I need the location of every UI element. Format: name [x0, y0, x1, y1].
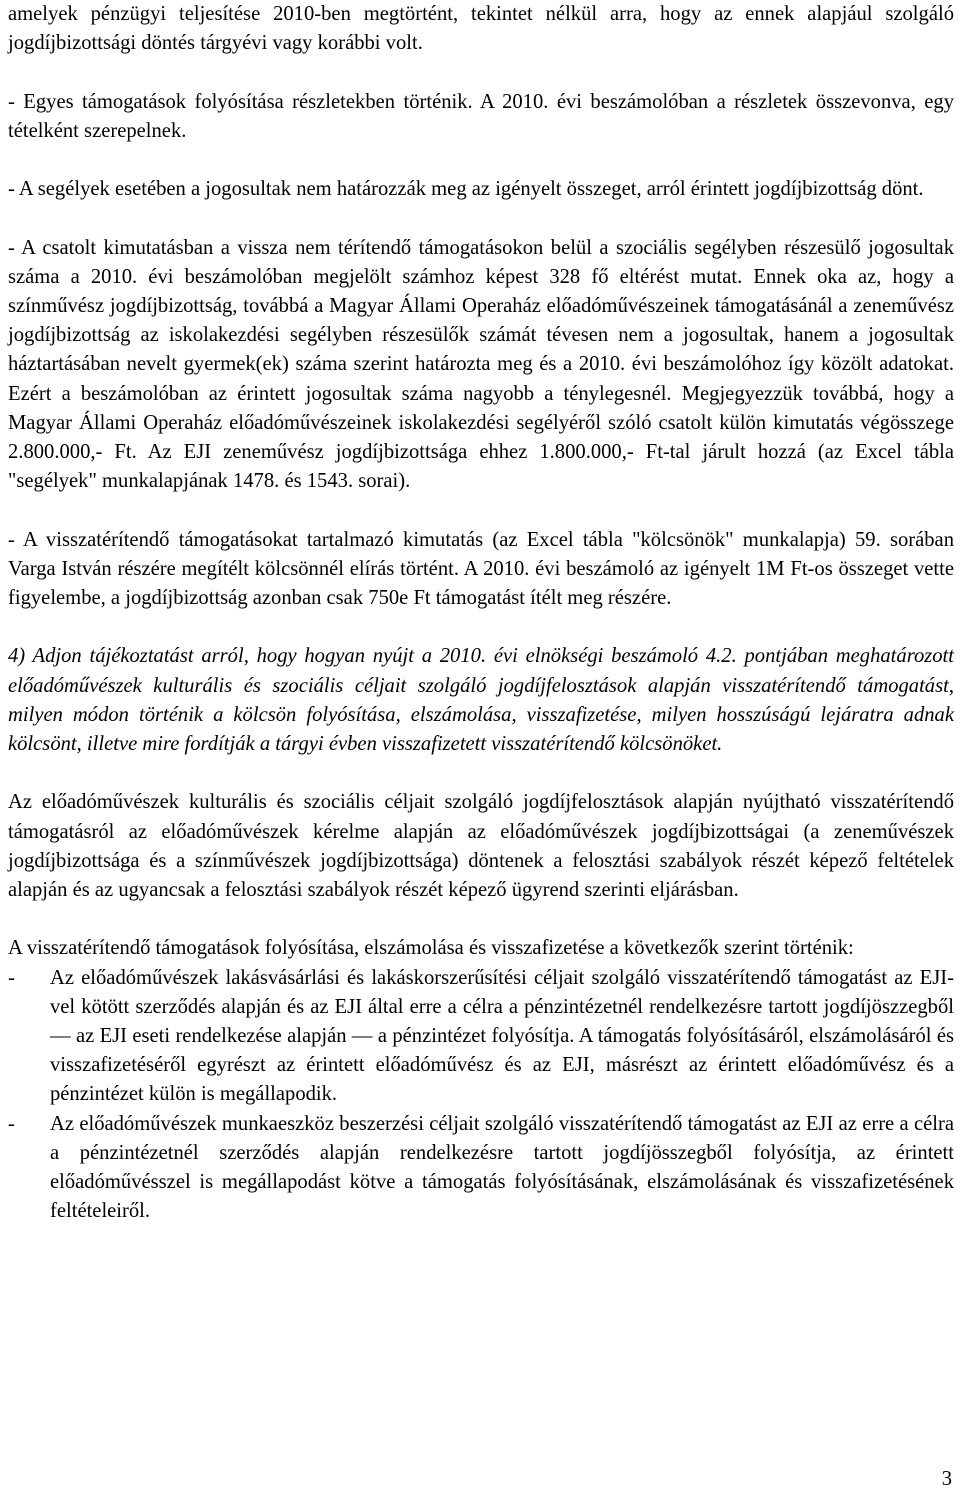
paragraph-intro: amelyek pénzügyi teljesítése 2010-ben megtörtént, tekintet nélkül arra, hogy az ennek alapjául szolgáló jogdíjbizottsági döntés tárgyévi vagy korábbi volt.	[8, 3, 954, 55]
list-item	[8, 964, 954, 1110]
question-4: 4) Adjon tájékoztatást arról, hogy hogyan nyújt a 2010. évi elnökségi beszámoló 4.2. pontjában meghatározott előadóművészek kulturális és szociális céljait szolgáló jogdíjfelosztások alapján visszatérítendő támogatást, milyen módon történik a kölcsön folyósítása, elszámolása, visszafizetése, milyen hosszúságú lejáratra adnak kölcsönt, illetve mire fordítják a tárgyi évben visszafizetett visszatérítendő kölcsönöket.	[8, 645, 954, 755]
list-item-text: Az előadóművészek munkaeszköz beszerzési céljait szolgáló visszatérítendő támogatást az EJI az erre a célra a pénzintézetnél szerződés alapján rendelkezésre tartott jogdíjösszegből folyósítja, az érintett előadóművésszel is megállapodást kötve a támogatás folyósításának, elszámolásának és visszafizetésének feltételeiről.	[50, 1112, 954, 1223]
page-number: 3	[941, 1468, 952, 1490]
paragraph-refundable-support: Az előadóművészek kulturális és szociális céljait szolgáló jogdíjfelosztások alapján nyújtható visszatérítendő támogatásról az előadóművészek kérelme alapján az előadóművészek jogdíjbizottságai (a zeneművészek jogdíjbizottsága és a színművészek jogdíjbizottsága) döntenek a felosztási szabályok részét képező feltételek alapján és az ugyancsak a felosztási szabályok részét képező ügyrend szerinti eljárásban.	[8, 791, 954, 901]
paragraph-social-aid: - A csatolt kimutatásban a vissza nem térítendő támogatásokon belül a szociális segélyben részesülő jogosultak száma a 2010. évi beszámolóban megjelölt számhoz képest 328 fő eltérést mutat. Ennek oka az, hogy a színművész jogdíjbizottság, továbbá a Magyar Állami Operaház előadóművészeinek támogatásánál a zeneművész jogdíjbizottság az iskolakezdési segélyben részesülők számát tévesen nem a jogosultak, hanem a jogosultak háztartásában nevelt gyermek(ek) száma szerint határozta meg és a 2010. évi beszámolóhoz így közölt adatokat. Ezért a beszámolóban az érintett jogosultak száma nagyobb a ténylegesnél. Megjegyezzük továbbá, hogy a Magyar Állami Operaház előadóművészeinek iskolakezdési segélyéről szóló csatolt külön kimutatás végösszege 2.800.000,- Ft. Az EJI zeneművész jogdíjbizottsága ehhez 1.800.000,- Ft-tal járult hozzá (az Excel tábla "segélyek" munkalapjának 1478. és 1543. sorai).	[8, 236, 954, 493]
list-item	[8, 1110, 954, 1227]
paragraph-installments: - Egyes támogatások folyósítása részletekben történik. A 2010. évi beszámolóban a részletek összevonva, egy tételként szerepelnek.	[8, 90, 954, 142]
document-page	[8, 0, 954, 1226]
paragraph-procedure-intro: A visszatérítendő támogatások folyósítása, elszámolása és visszafizetése a következők szerint történik:	[8, 937, 854, 960]
list-dash: -	[8, 1112, 15, 1135]
paragraph-loans: - A visszatérítendő támogatásokat tartalmazó kimutatás (az Excel tábla "kölcsönök" munkalapja) 59. sorában Varga István részére megítélt kölcsönnél elírás történt. A 2010. évi beszámoló az igényelt 1M Ft-os összeget vette figyelembe, a jogdíjbizottság azonban csak 750e Ft támogatást ítélt meg részére.	[8, 528, 954, 609]
list-dash: -	[8, 966, 15, 989]
procedure-list	[8, 964, 954, 1227]
paragraph-grants: - A segélyek esetében a jogosultak nem határozzák meg az igényelt összeget, arról érintett jogdíjbizottság dönt.	[8, 178, 924, 201]
list-item-text: Az előadóművészek lakásvásárlási és lakáskorszerűsítési céljait szolgáló visszatérítendő támogatást az EJI-vel kötött szerződés alapján és az EJI által erre a célra a pénzintézetnél rendelkezésre tartott jogdíjöszzegből — az EJI eseti rendelkezése alapján — a pénzintézet folyósítja. A támogatás folyósításáról, elszámolásáról és visszafizetéséről egyrészt az érintett előadóművész és az EJI, másrészt az érintett előadóművész és a pénzintézet külön is megállapodik.	[50, 966, 954, 1106]
